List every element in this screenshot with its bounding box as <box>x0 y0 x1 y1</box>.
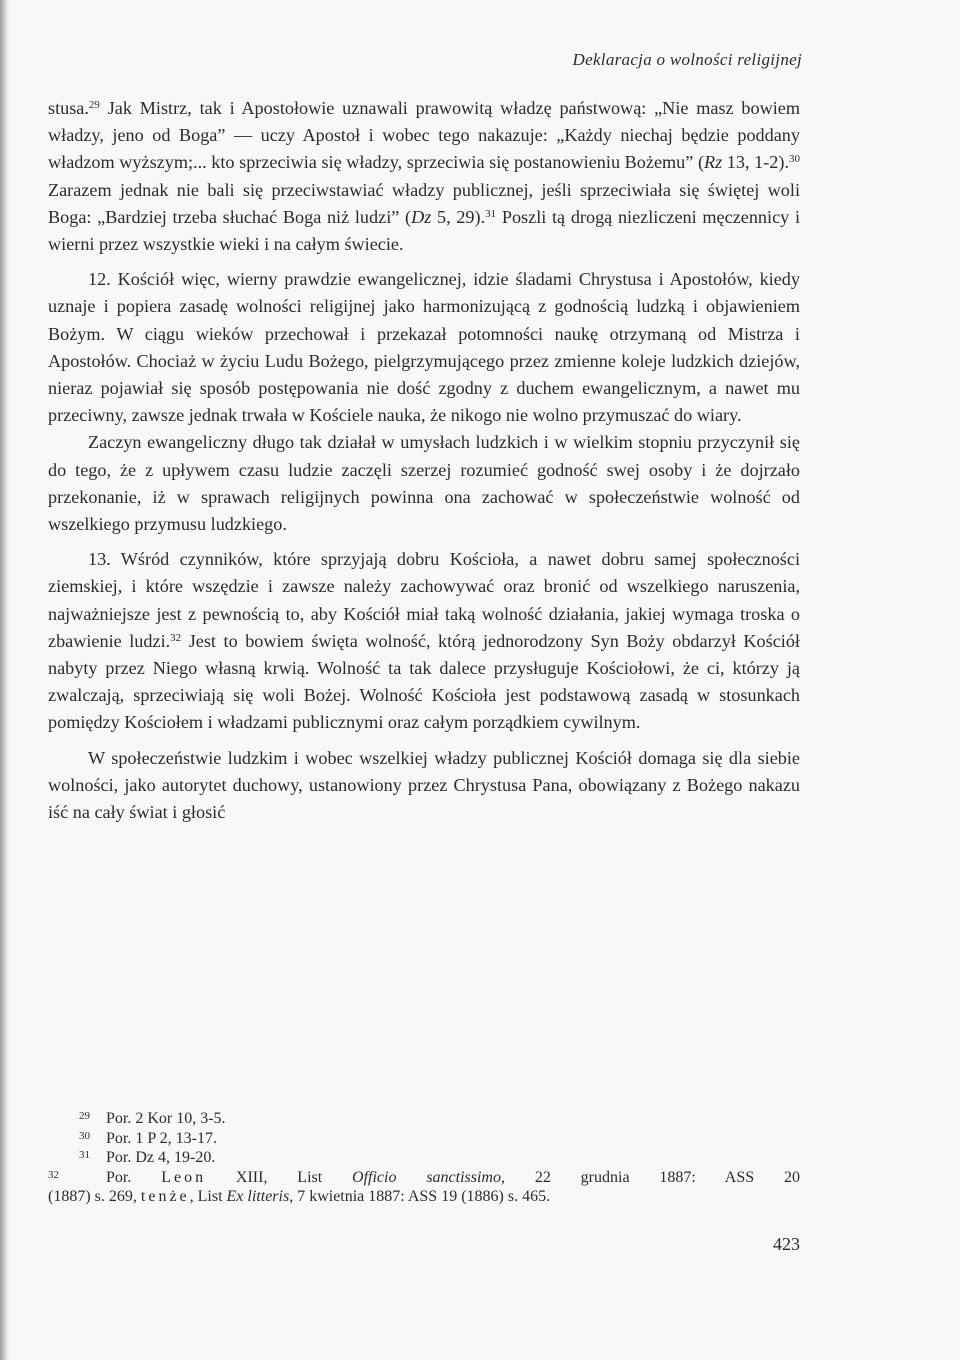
running-title: Deklaracja o wolności religijnej <box>572 50 802 69</box>
bible-ref-rz: Rz <box>704 152 723 173</box>
paragraph-continuation: stusa.$^{29}$ Jak Mistrz, tak i Apostołowie uznawali prawowitą władzę państwową: „Nie masz bowiem władzy, jeno od Boga” — uczy Apostoł i wobec tego nakazuje: „Każdy niechaj będzie poddany władzom wyższym;... kto sprzeciwia się władzy, sprzeciwia się postanowieniu Bożemu” (Rz 13, 1-2).$^{30}$ Zarazem jednak nie bali się przeciwstawiać władzy publicznej, jeśli sprzeciwiała się świętej woli Boga: „Bardziej trzeba słuchać Boga niż ludzi” (Dz 5, 29).$^{31}$ Poszli tą drogą niezliczeni męczennicy i wierni przez wszystkie wieki i na całym świecie. <box>48 98 801 255</box>
document-title-ex-litteris: Ex litteris <box>226 1188 290 1205</box>
footnote-ref-31[interactable]: 31 <box>485 207 497 220</box>
footnote-32: $^{32}$ Por. Leon XIII, List Officio sanctissimo, 22 grudnia 1887: ASS 20 (1887) s. 269, tenże, List Ex litteris, 7 kwietnia 1887: ASS 19 (1886) s. 465. <box>48 1168 800 1205</box>
author-tenze: tenże <box>140 1188 190 1205</box>
footnote-29: $^{29}$ Por. 2 Kor 10, 3-5. <box>79 1110 226 1127</box>
footnotes <box>48 1109 800 1207</box>
page-number: 423 <box>773 1234 800 1254</box>
footnote-ref-29[interactable]: 29 <box>88 99 100 111</box>
page-binding-shadow <box>0 0 10 1360</box>
author-leon: Leon <box>161 1168 207 1186</box>
paragraph-12: 12. Kościół więc, wierny prawdzie ewangelicznej, idzie śladami Chrystusa i Apostołów, kiedy uznaje i popiera zasadę wolności religijnej jako harmonizującą z godnością ludzką i objawieniem Bożym. W ciągu wieków przechował i przekazał potomności naukę otrzymaną od Mistrza i Apostołów. Chociaż w życiu Ludu Bożego, pielgrzymującego przez zmienne koleje ludzkich dziejów, nieraz pojawiał się sposób postępowania nie dość zgodny z duchem ewangelicznym, a nawet mu przeciwny, zawsze jednak trwała w Kościele nauka, że nikogo nie wolno przymuszać do wiary. <box>48 269 800 426</box>
main-text <box>48 95 800 826</box>
document-title-officio: Officio sanctissimo <box>352 1168 501 1186</box>
paragraph-13: 13. Wśród czynników, które sprzyjają dobru Kościoła, a nawet dobru samej społeczności ziemskiej, i które wszędzie i zawsze należy zachowywać oraz bronić od wszelkiego naruszenia, najważniejsze jest z pewnością to, aby Kościół miał taką wolność działania, jakiej wymaga troska o zbawienie ludzi.$^{32}$ Jest to bowiem święta wolność, którą jednorodzony Syn Boży obdarzył Kościół nabyty przez Niego własną krwią. Wolność ta tak dalece przysługuje Kościołowi, że ci, którzy ją zwalczają, sprzeciwiają się woli Bożej. Wolność Kościoła jest podstawową zasadą w stosunkach pomiędzy Kościołem i władzami publicznymi oraz całym porządkiem cywilnym. <box>48 549 800 733</box>
footnote-31: $^{31}$ Por. Dz 4, 19-20. <box>79 1149 216 1166</box>
paragraph-12-continued: Zaczyn ewangeliczny długo tak działał w umysłach ludzkich i w wielkim stopniu przyczynił się do tego, że z upływem czasu ludzie zaczęli szerzej rozumieć godność swej osoby i że dojrzało przekonanie, iż w sprawach religijnych powinna ona zachować w społeczeństwie wolność od wszelkiego przymusu ludzkiego. <box>48 432 800 535</box>
bible-ref-dz: Dz <box>411 206 432 227</box>
footnote-ref-30[interactable]: 30 <box>789 153 801 166</box>
footnote-30: $^{30}$ Por. 1 P 2, 13-17. <box>79 1129 217 1147</box>
paragraph-13-continued: W społeczeństwie ludzkim i wobec wszelkiej władzy publicznej Kościół domaga się dla siebie wolności, jako autorytet duchowy, ustanowiony przez Chrystusa Pana, obowiązany z Bożego nakazu iść na cały świat i głosić <box>48 747 800 823</box>
footnote-ref-32[interactable]: 32 <box>170 631 182 644</box>
